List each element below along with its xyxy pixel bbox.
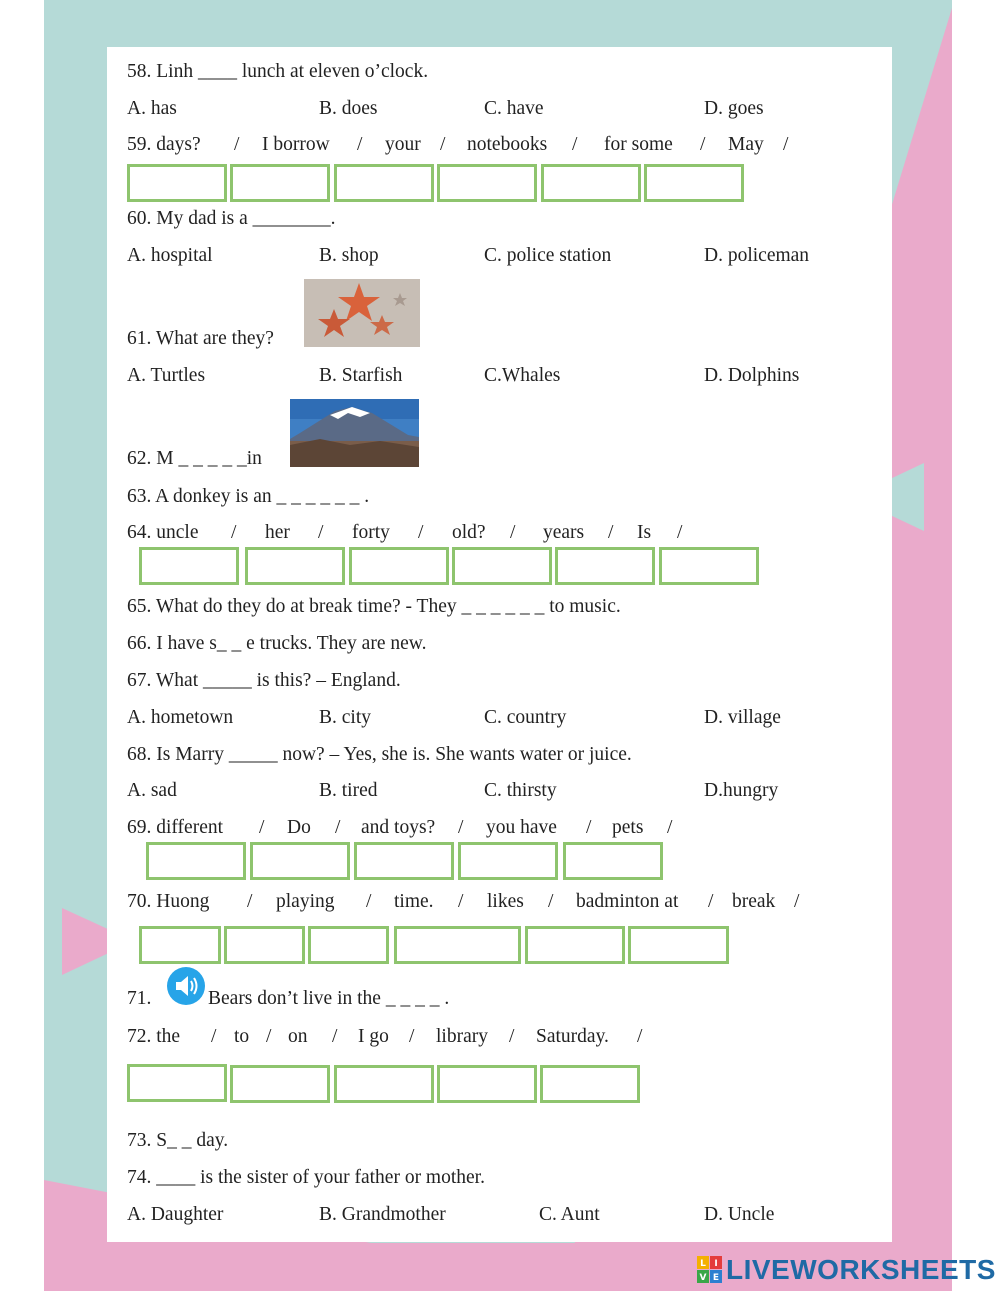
answer-box-64-2[interactable] [245, 547, 345, 585]
option-68-d[interactable]: D.hungry [704, 780, 779, 801]
q59-slash: / [357, 134, 363, 155]
answer-box-70-3[interactable] [308, 926, 389, 964]
answer-box-59-3[interactable] [334, 164, 434, 202]
answer-box-69-1[interactable] [146, 842, 246, 880]
option-74-d[interactable]: D. Uncle [704, 1204, 775, 1225]
option-58-d[interactable]: D. goes [704, 98, 764, 119]
option-61-d[interactable]: D. Dolphins [704, 365, 800, 386]
q72-slash: / [409, 1026, 415, 1047]
logo-letter: L [700, 1259, 706, 1269]
q72-slash: / [637, 1026, 643, 1047]
option-67-a[interactable]: A. hometown [127, 707, 234, 728]
q69-slash: / [335, 817, 341, 838]
q59-word: notebooks [467, 134, 548, 155]
question-73: 73. S_ _ day. [127, 1130, 229, 1151]
q72-slash: / [211, 1026, 217, 1047]
q59-slash: / [572, 134, 578, 155]
question-63: 63. A donkey is an _ _ _ _ _ _ . [127, 486, 370, 507]
q70-word: time. [394, 891, 434, 912]
option-74-c[interactable]: C. Aunt [539, 1204, 600, 1225]
option-61-a[interactable]: A. Turtles [127, 365, 206, 386]
q72-slash: / [509, 1026, 515, 1047]
brand-name: LIVEWORKSHEETS [726, 1254, 996, 1285]
q64-slash: / [231, 522, 237, 543]
question-58: 58. Linh ____ lunch at eleven o’clock. [127, 61, 429, 82]
question-61: 61. What are they? [127, 328, 274, 349]
question-66: 66. I have s_ _ e trucks. They are new. [127, 633, 427, 654]
mountain-image [290, 399, 419, 467]
q59-word: May [728, 134, 764, 155]
answer-box-70-2[interactable] [224, 926, 305, 964]
answer-box-72-3[interactable] [334, 1065, 434, 1103]
q64-word: 64. uncle [127, 522, 199, 543]
option-60-d[interactable]: D. policeman [704, 245, 810, 266]
logo-letter: E [712, 1273, 720, 1283]
answer-box-64-5[interactable] [555, 547, 655, 585]
q59-slash: / [783, 134, 789, 155]
question-71-text: Bears don’t live in the _ _ _ _ . [208, 988, 450, 1009]
q69-word: Do [287, 817, 311, 838]
q69-word: you have [486, 817, 557, 838]
answer-box-72-2[interactable] [230, 1065, 330, 1103]
answer-box-59-5[interactable] [541, 164, 641, 202]
question-65: 65. What do they do at break time? - They _ _ _ _ _ _ to music. [127, 596, 621, 617]
answer-box-70-6[interactable] [628, 926, 729, 964]
q69-slash: / [458, 817, 464, 838]
option-67-b[interactable]: B. city [319, 707, 371, 728]
q64-word: years [543, 522, 585, 543]
option-58-c[interactable]: C. have [484, 98, 544, 119]
q70-slash: / [458, 891, 464, 912]
q64-slash: / [318, 522, 324, 543]
q64-word: forty [352, 522, 390, 543]
q64-slash: / [677, 522, 683, 543]
question-74: 74. ____ is the sister of your father or mother. [127, 1167, 485, 1188]
option-68-a[interactable]: A. sad [127, 780, 177, 801]
option-74-a[interactable]: A. Daughter [127, 1204, 224, 1225]
q69-word: pets [612, 817, 644, 838]
q69-slash: / [586, 817, 592, 838]
answer-box-70-1[interactable] [139, 926, 221, 964]
q70-slash: / [794, 891, 800, 912]
q72-slash: / [266, 1026, 272, 1047]
q70-word: badminton at [576, 891, 679, 912]
answer-box-69-4[interactable] [458, 842, 558, 880]
option-58-a[interactable]: A. has [127, 98, 177, 119]
answer-box-64-1[interactable] [139, 547, 239, 585]
option-61-b[interactable]: B. Starfish [319, 365, 403, 386]
q70-slash: / [247, 891, 253, 912]
question-67: 67. What _____ is this? – England. [127, 670, 401, 691]
answer-box-70-5[interactable] [525, 926, 625, 964]
answer-box-64-6[interactable] [659, 547, 759, 585]
q59-slash: / [234, 134, 240, 155]
q69-word: 69. different [127, 817, 224, 838]
q72-slash: / [332, 1026, 338, 1047]
liveworksheets-logo-icon [697, 1256, 723, 1284]
q72-word: Saturday. [536, 1026, 609, 1047]
option-68-b[interactable]: B. tired [319, 780, 378, 801]
q59-word: your [385, 134, 421, 155]
answer-box-72-1[interactable] [127, 1064, 227, 1102]
liveworksheets-brand[interactable] [697, 1252, 996, 1288]
q64-slash: / [608, 522, 614, 543]
answer-box-70-4[interactable] [394, 926, 521, 964]
q59-word: 59. days? [127, 134, 201, 155]
answer-box-64-4[interactable] [452, 547, 552, 585]
option-60-a[interactable]: A. hospital [127, 245, 213, 266]
q70-word: 70. Huong [127, 891, 210, 912]
answer-box-59-6[interactable] [644, 164, 744, 202]
answer-box-59-1[interactable] [127, 164, 227, 202]
q70-word: playing [276, 891, 335, 912]
q64-word: her [265, 522, 290, 543]
q72-word: on [288, 1026, 308, 1047]
q59-slash: / [440, 134, 446, 155]
answer-box-59-2[interactable] [230, 164, 330, 202]
option-68-c[interactable]: C. thirsty [484, 780, 557, 801]
q64-word: old? [452, 522, 486, 543]
answer-box-69-2[interactable] [250, 842, 350, 880]
option-74-b[interactable]: B. Grandmother [319, 1204, 446, 1225]
q69-slash: / [259, 817, 265, 838]
logo-letter: V [699, 1273, 707, 1283]
q70-slash: / [548, 891, 554, 912]
answer-box-64-3[interactable] [349, 547, 449, 585]
option-60-c[interactable]: C. police station [484, 245, 612, 266]
question-68: 68. Is Marry _____ now? – Yes, she is. She wants water or juice. [127, 744, 632, 765]
q59-word: I borrow [262, 134, 330, 155]
answer-box-69-3[interactable] [354, 842, 454, 880]
q70-slash: / [708, 891, 714, 912]
q59-slash: / [700, 134, 706, 155]
answer-box-69-5[interactable] [563, 842, 663, 880]
question-62: 62. M _ _ _ _ _in [127, 448, 262, 469]
speaker-icon[interactable] [166, 966, 206, 1006]
q64-word: Is [637, 522, 652, 543]
question-71-number: 71. [127, 988, 152, 1009]
q70-word: break [732, 891, 776, 912]
option-61-c[interactable]: C.Whales [484, 365, 561, 386]
q72-word: 72. the [127, 1026, 181, 1047]
q69-slash: / [667, 817, 673, 838]
option-67-c[interactable]: C. country [484, 707, 567, 728]
option-67-d[interactable]: D. village [704, 707, 781, 728]
q72-word: to [234, 1026, 250, 1047]
q59-word: for some [604, 134, 673, 155]
q72-word: library [436, 1026, 488, 1047]
logo-letter: I [714, 1259, 718, 1269]
answer-box-72-5[interactable] [540, 1065, 640, 1103]
q72-word: I go [358, 1026, 389, 1047]
option-58-b[interactable]: B. does [319, 98, 378, 119]
q70-slash: / [366, 891, 372, 912]
question-60: 60. My dad is a ________. [127, 208, 336, 229]
q64-slash: / [418, 522, 424, 543]
q69-word: and toys? [361, 817, 436, 838]
answer-box-72-4[interactable] [437, 1065, 537, 1103]
option-60-b[interactable]: B. shop [319, 245, 379, 266]
q70-word: likes [487, 891, 524, 912]
q64-slash: / [510, 522, 516, 543]
starfish-image [304, 279, 420, 347]
answer-box-59-4[interactable] [437, 164, 537, 202]
